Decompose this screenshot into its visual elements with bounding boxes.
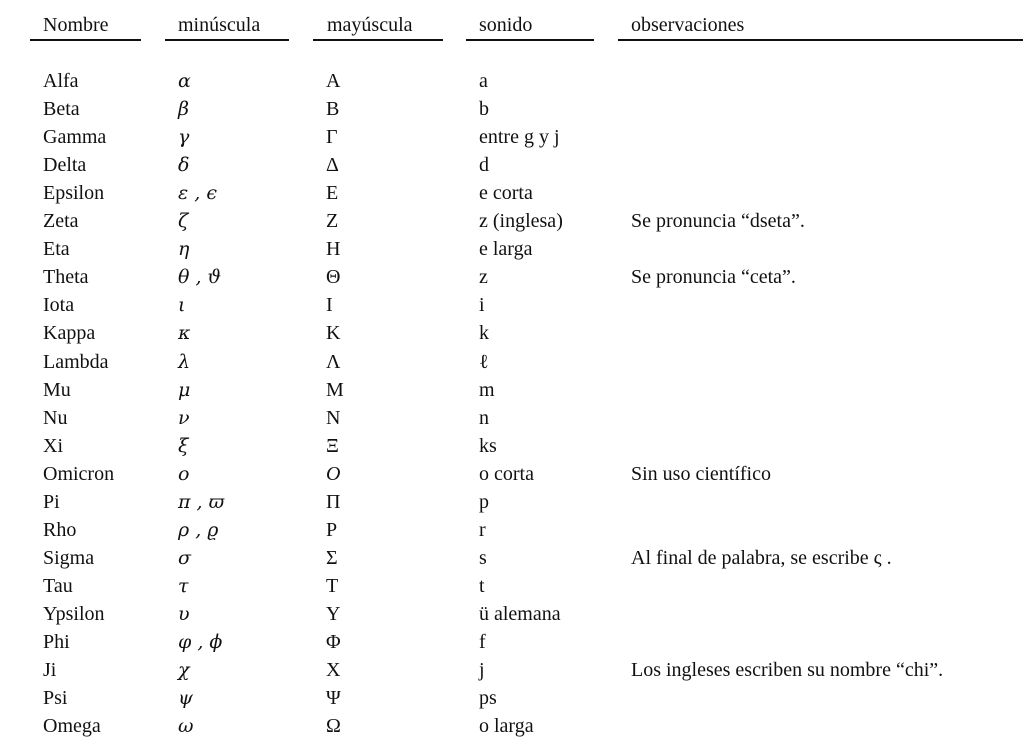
letter-sound: t: [479, 574, 485, 597]
letter-notes: Se pronuncia “ceta”.: [631, 266, 796, 289]
table-row: [0, 95, 1023, 123]
table-row: [0, 656, 1023, 684]
lowercase-letter: τ: [178, 574, 189, 597]
letter-name: Eta: [43, 238, 70, 261]
letter-sound: e larga: [479, 238, 533, 261]
letter-name: Xi: [43, 434, 63, 457]
uppercase-letter: Z: [326, 210, 339, 233]
table-row: [0, 376, 1023, 404]
uppercase-letter: Γ: [326, 126, 338, 149]
uppercase-letter: O: [326, 462, 341, 485]
lowercase-letter: ζ: [178, 210, 189, 233]
letter-sound: f: [479, 631, 486, 653]
letter-name: Tau: [43, 574, 73, 597]
table-row: [0, 460, 1023, 488]
uppercase-letter: T: [326, 574, 339, 597]
table-row: [0, 572, 1023, 600]
letter-name: Theta: [43, 266, 89, 289]
lowercase-letter: ε , ϵ: [178, 182, 217, 205]
letter-sound: ps: [479, 687, 497, 710]
uppercase-letter: H: [326, 238, 341, 261]
letter-sound: j: [479, 659, 485, 682]
letter-name: Mu: [43, 378, 71, 401]
lowercase-letter: σ: [178, 546, 191, 569]
letter-name: Ji: [43, 659, 57, 682]
lowercase-letter: θ , ϑ: [178, 266, 222, 289]
letter-name: Alfa: [43, 70, 79, 92]
lowercase-letter: o: [178, 462, 190, 485]
lowercase-letter: γ: [178, 126, 190, 149]
letter-sound: ℓ: [479, 350, 489, 373]
header-rule-minuscula: [165, 39, 289, 41]
letter-sound: d: [479, 154, 489, 177]
lowercase-letter: ν: [178, 406, 190, 429]
uppercase-letter: Φ: [326, 631, 341, 653]
letter-name: Psi: [43, 687, 68, 710]
letter-notes: Sin uso científico: [631, 462, 771, 485]
letter-name: Sigma: [43, 546, 95, 569]
uppercase-letter: Ξ: [326, 434, 339, 457]
header-minuscula: minúscula: [178, 14, 261, 36]
uppercase-letter: Σ: [326, 546, 338, 569]
table-row: [0, 67, 1023, 95]
letter-name: Iota: [43, 294, 75, 317]
table-row: [0, 291, 1023, 319]
table-row: [0, 207, 1023, 235]
letter-name: Epsilon: [43, 182, 105, 205]
letter-name: Omega: [43, 715, 101, 738]
lowercase-letter: λ: [178, 350, 191, 373]
lowercase-letter: δ: [178, 154, 190, 177]
letter-sound: o corta: [479, 462, 534, 485]
header-nombre: Nombre: [43, 14, 109, 36]
uppercase-letter: Ψ: [326, 687, 341, 710]
letter-name: Delta: [43, 154, 87, 177]
uppercase-letter: Θ: [326, 266, 341, 289]
letter-sound: o larga: [479, 715, 534, 738]
table-row: [0, 151, 1023, 179]
letter-sound: entre g y j: [479, 126, 560, 149]
lowercase-letter: κ: [178, 322, 191, 345]
uppercase-letter: I: [326, 294, 333, 317]
table-row: [0, 488, 1023, 516]
header-rule-observaciones: [618, 39, 1023, 41]
letter-notes: Al final de palabra, se escribe ς .: [631, 546, 892, 569]
lowercase-letter: ω: [178, 715, 194, 738]
letter-sound: ü alemana: [479, 602, 561, 625]
table-row: [0, 432, 1023, 460]
letter-sound: i: [479, 294, 485, 317]
letter-name: Nu: [43, 406, 68, 429]
table-row: [0, 628, 1023, 656]
uppercase-letter: E: [326, 182, 339, 205]
uppercase-letter: A: [326, 70, 341, 92]
lowercase-letter: ι: [178, 294, 186, 317]
uppercase-letter: M: [326, 378, 344, 401]
uppercase-letter: Ω: [326, 715, 341, 738]
letter-sound: ks: [479, 434, 497, 457]
header-observaciones: observaciones: [631, 14, 745, 36]
letter-sound: e corta: [479, 182, 533, 205]
table-row: [0, 235, 1023, 263]
lowercase-letter: ρ , ϱ: [178, 518, 219, 541]
letter-name: Phi: [43, 631, 70, 653]
header-rule-sonido: [466, 39, 594, 41]
table-row: [0, 404, 1023, 432]
lowercase-letter: β: [178, 98, 189, 121]
table-row: [0, 263, 1023, 291]
header-mayuscula: mayúscula: [327, 14, 413, 36]
table-row: [0, 684, 1023, 712]
lowercase-letter: π , ϖ: [178, 490, 225, 513]
lowercase-letter: α: [178, 70, 191, 92]
lowercase-letter: μ: [178, 378, 191, 401]
table-row: [0, 712, 1023, 740]
table-row: [0, 544, 1023, 572]
header-sonido: sonido: [479, 14, 533, 36]
letter-sound: z: [479, 266, 488, 289]
header-rule-nombre: [30, 39, 141, 41]
letter-name: Gamma: [43, 126, 107, 149]
letter-sound: z (inglesa): [479, 210, 563, 233]
letter-sound: s: [479, 546, 487, 569]
uppercase-letter: K: [326, 322, 341, 345]
lowercase-letter: φ , ϕ: [178, 631, 223, 653]
letter-name: Pi: [43, 490, 60, 513]
letter-sound: a: [479, 70, 488, 92]
letter-sound: n: [479, 406, 489, 429]
lowercase-letter: η: [178, 238, 190, 261]
letter-notes: Se pronuncia “dseta”.: [631, 210, 805, 233]
letter-name: Beta: [43, 98, 80, 121]
lowercase-letter: ψ: [178, 687, 193, 710]
uppercase-letter: Δ: [326, 154, 339, 177]
letter-sound: k: [479, 322, 489, 345]
letter-sound: p: [479, 490, 489, 513]
letter-name: Omicron: [43, 462, 115, 485]
lowercase-letter: χ: [178, 659, 190, 682]
letter-name: Rho: [43, 518, 77, 541]
uppercase-letter: Λ: [326, 350, 341, 373]
lowercase-letter: υ: [178, 602, 190, 625]
table-row: [0, 179, 1023, 207]
uppercase-letter: Π: [326, 490, 341, 513]
letter-sound: r: [479, 518, 486, 541]
letter-name: Lambda: [43, 350, 109, 373]
uppercase-letter: N: [326, 406, 341, 429]
table-row: [0, 123, 1023, 151]
table-row: [0, 319, 1023, 347]
letter-notes: Los ingleses escriben su nombre “chi”.: [631, 659, 944, 682]
table-row: [0, 516, 1023, 544]
letter-sound: m: [479, 378, 495, 401]
letter-name: Zeta: [43, 210, 79, 233]
letter-name: Kappa: [43, 322, 96, 345]
uppercase-letter: X: [326, 659, 341, 682]
uppercase-letter: Y: [326, 602, 341, 625]
lowercase-letter: ξ: [178, 434, 189, 457]
header-rule-mayuscula: [313, 39, 443, 41]
table-row: [0, 600, 1023, 628]
letter-sound: b: [479, 98, 489, 121]
letter-name: Ypsilon: [43, 602, 105, 625]
uppercase-letter: P: [326, 518, 338, 541]
uppercase-letter: B: [326, 98, 340, 121]
table-row: [0, 348, 1023, 376]
